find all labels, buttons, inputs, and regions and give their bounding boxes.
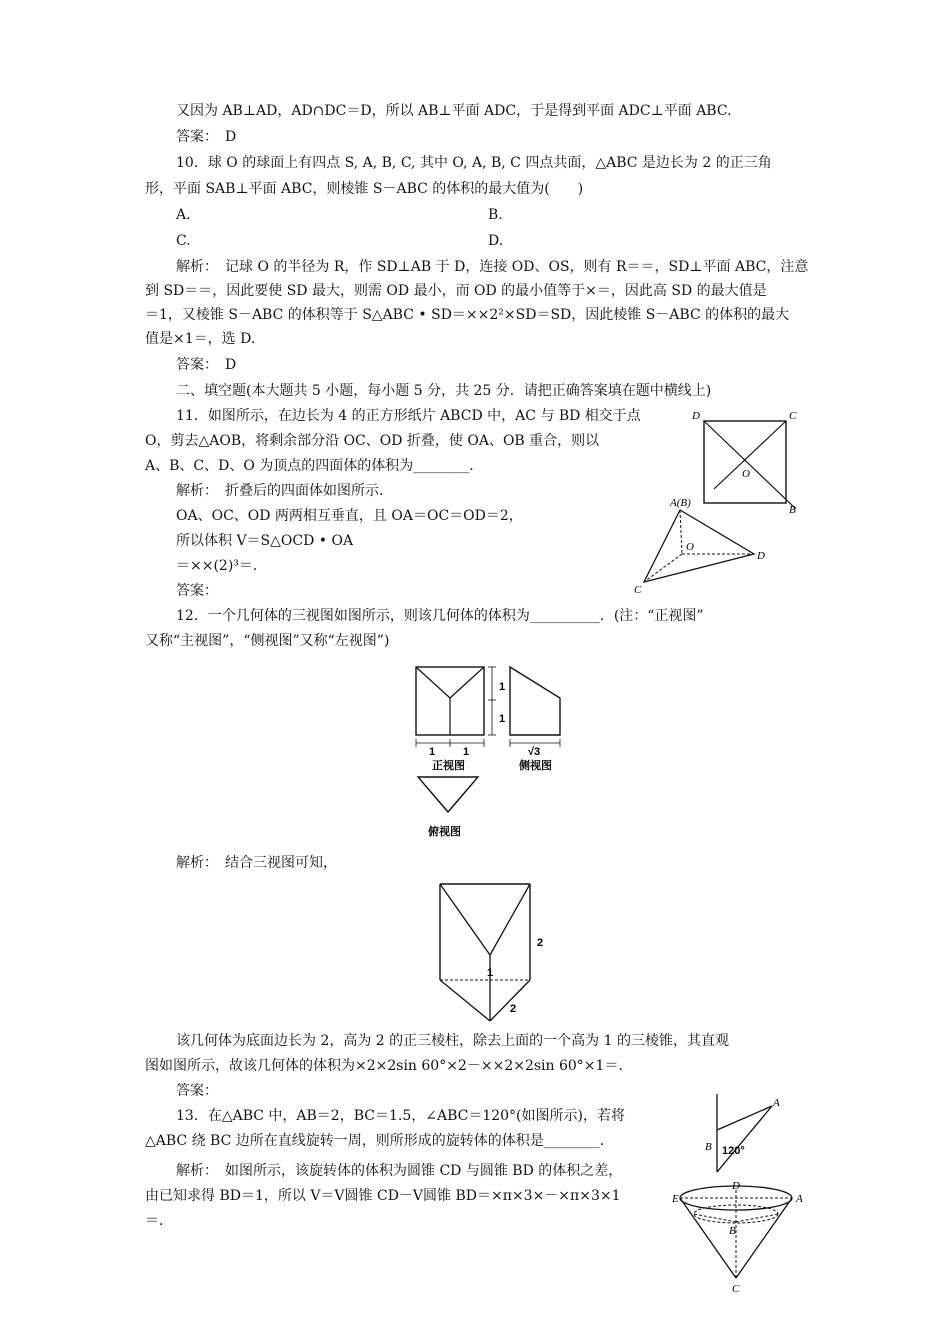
label-b: B — [729, 1225, 736, 1237]
dim-mid: 1 — [487, 967, 494, 979]
option-b: B. — [488, 207, 503, 223]
label-o: O — [686, 541, 694, 553]
label-d: D — [757, 550, 765, 562]
angle-label: 120° — [722, 1145, 745, 1157]
dim-base: 2 — [510, 1003, 517, 1015]
solution-line: 解析： 折叠后的四面体如图所示． — [176, 483, 393, 499]
solution-line: 值是×1＝，选 D. — [145, 331, 256, 347]
solution-line: ＝××(2)³＝． — [176, 558, 267, 574]
label-d: D — [692, 410, 700, 422]
label-c: C — [634, 584, 642, 596]
label-b: B — [789, 504, 796, 516]
triangle-figure — [700, 1092, 790, 1177]
front-view-caption: 正视图 — [432, 759, 465, 772]
question-12-line: 又称“主视图”，“侧视图”又称“左视图”) — [145, 633, 390, 649]
solution-line: 解析： 记球 O 的半径为 R，作 SD⊥AB 于 D，连接 OD、OS，则有 R＝＝，SD⊥平面 ABC，注意 — [176, 259, 809, 275]
label-a: A — [773, 1097, 780, 1109]
side-view-caption: 侧视图 — [519, 759, 552, 772]
label-ab: A(B) — [670, 497, 691, 509]
label-o: O — [742, 468, 750, 480]
solution-line: 所以体积 V＝S△OCD • OA — [176, 533, 354, 549]
question-10-line: 10．球 O 的球面上有四点 S, A, B, C, 其中 O, A, B, C 四点共面，△ABC 是边长为 2 的正三角 — [176, 155, 772, 171]
label-b: B — [705, 1141, 712, 1153]
answer-line: 答案： — [176, 583, 218, 599]
three-views-figure — [408, 660, 578, 840]
tetrahedron-figure — [630, 492, 770, 597]
solution-line: 该几何体为底面边长为 2，高为 2 的正三棱柱，除去上面的一个高为 1 的三棱锥，其直观 — [176, 1033, 729, 1049]
top-view-caption: 俯视图 — [428, 825, 461, 838]
section-heading: 二、填空题(本大题共 5 小题，每小题 5 分，共 25 分．请把正确答案填在题中横线上) — [176, 383, 712, 399]
answer-line: 答案： D — [176, 357, 237, 373]
question-11-line: 11．如图所示，在边长为 4 的正方形纸片 ABCD 中，AC 与 BD 相交于点 — [176, 408, 641, 424]
question-11-line: O，剪去△AOB，将剩余部分沿 OC、OD 折叠，使 OA、OB 重合，则以 — [145, 433, 600, 449]
label-d: D — [732, 1180, 740, 1192]
solution-line: OA、OC、OD 两两相互垂直，且 OA＝OC＝OD＝2， — [176, 508, 523, 524]
answer-line: 答案： D — [176, 129, 237, 145]
solution-line: ＝． — [145, 1213, 173, 1229]
question-13-line: 13．在△ABC 中，AB＝2，BC＝1.5，∠ABC＝120°(如图所示)，若将 — [176, 1108, 625, 1124]
option-a: A. — [176, 207, 191, 223]
solution-line: 由已知求得 BD＝1，所以 V＝V圆锥 CD－V圆锥 BD＝×π×3×－×π×3×1 — [145, 1188, 621, 1204]
label-a: A — [796, 1193, 803, 1205]
label-e: E — [672, 1193, 679, 1205]
solution-line: 到 SD＝＝，因此要使 SD 最大，则需 OD 最小，而 OD 的最小值等于×＝，因此高 SD 的最大值是 — [145, 283, 767, 299]
dim-w2: 1 — [463, 746, 470, 758]
dim-w1: 1 — [429, 746, 436, 758]
solution-line: 解析： 结合三视图可知， — [176, 855, 337, 871]
dim-side-width: √3 — [528, 746, 541, 758]
answer-line: 答案： — [176, 1083, 218, 1099]
label-c: C — [789, 410, 797, 422]
dim-h2: 1 — [499, 713, 506, 725]
solution-line: 解析： 如图所示，该旋转体的体积为圆锥 CD 与圆锥 BD 的体积之差， — [176, 1163, 623, 1179]
question-11-line: A、B、C、D、O 为顶点的四面体的体积为________． — [145, 458, 484, 474]
solution-line: ＝1，又棱锥 S－ABC 的体积等于 S△ABC • SD＝××2²×SD＝SD，因此棱锥 S－ABC 的体积的最大 — [145, 307, 790, 323]
prism-figure — [432, 878, 552, 1028]
question-10-line: 形，平面 SAB⊥平面 ABC，则棱锥 S－ABC 的体积的最大值为( ) — [145, 181, 584, 197]
option-d: D. — [488, 233, 504, 249]
dim-height: 2 — [537, 937, 544, 949]
question-12-line: 12．一个几何体的三视图如图所示，则该几何体的体积为__________．(注：“正视图” — [176, 608, 704, 624]
question-13-line: △ABC 绕 BC 边所在直线旋转一周，则所形成的旋转体的体积是________． — [145, 1133, 614, 1149]
solution-line: 图如图所示，故该几何体的体积为×2×2sin 60°×2－××2×2sin 60°×1＝． — [145, 1058, 633, 1074]
option-c: C. — [176, 233, 191, 249]
label-c: C — [732, 1283, 740, 1295]
dim-h1: 1 — [499, 681, 506, 693]
text-line: 又因为 AB⊥AD，AD∩DC＝D，所以 AB⊥平面 ADC，于是得到平面 ADC⊥平面 ABC. — [176, 103, 732, 119]
cones-figure — [672, 1178, 812, 1298]
